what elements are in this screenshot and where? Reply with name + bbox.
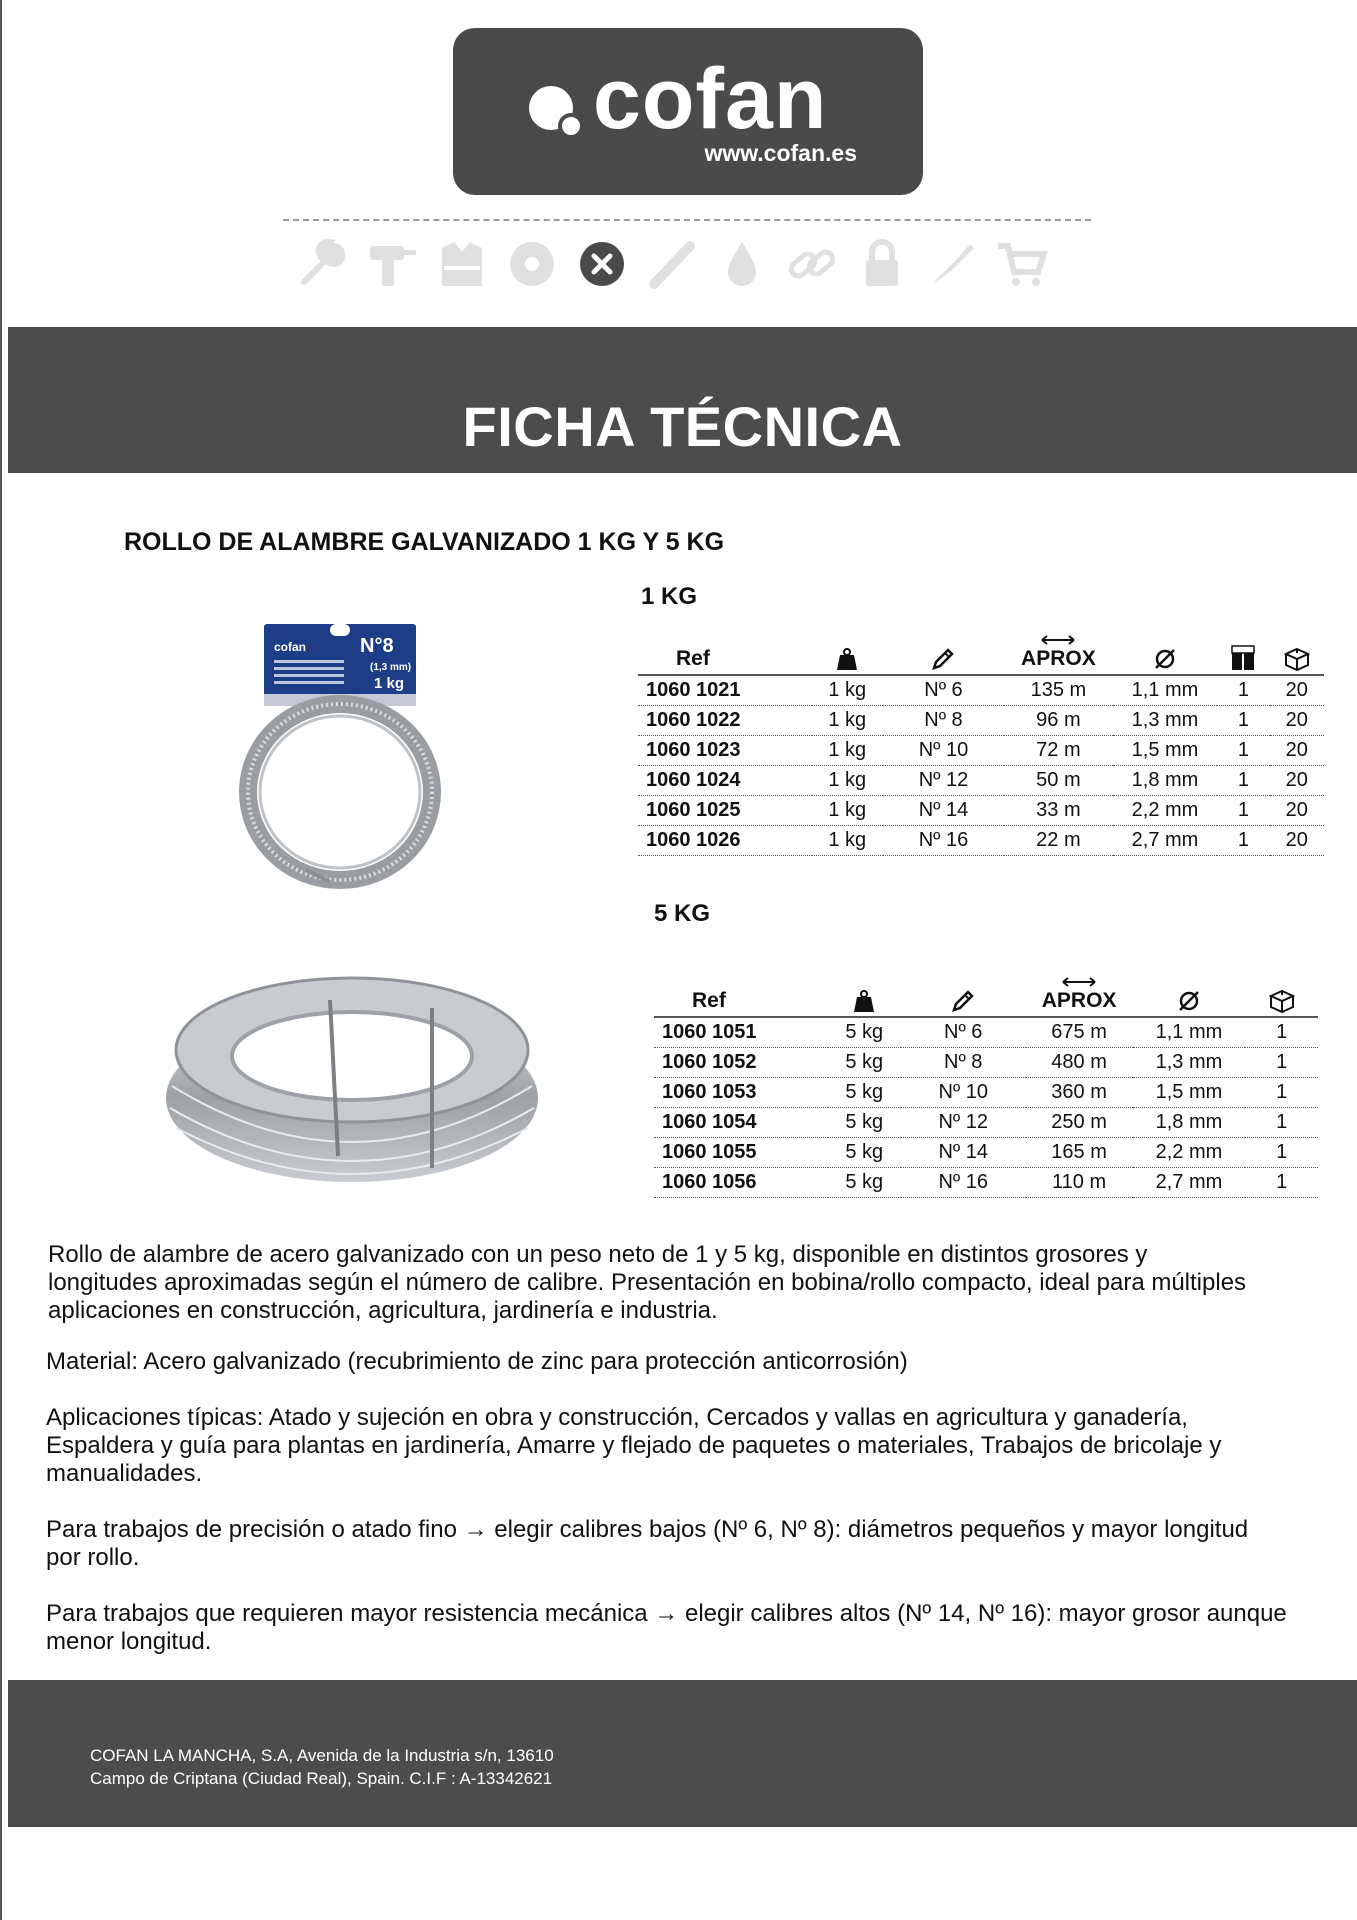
section-5kg-label: 5 KG bbox=[654, 900, 711, 927]
drill-icon[interactable] bbox=[366, 238, 418, 290]
vest-icon[interactable] bbox=[436, 238, 488, 290]
cell-box: 20 bbox=[1270, 675, 1324, 706]
cell-box: 1 bbox=[1245, 1168, 1318, 1198]
cell-length: 165 m bbox=[1026, 1138, 1133, 1168]
cell-gauge: Nº 6 bbox=[883, 675, 1004, 706]
close-circle-icon[interactable] bbox=[576, 238, 628, 290]
cell-weight: 1 kg bbox=[812, 675, 883, 706]
cell-ref: 1060 1026 bbox=[638, 826, 812, 856]
col-box-header bbox=[1245, 965, 1318, 1017]
cell-unit: 1 bbox=[1217, 736, 1269, 766]
cell-diameter: 1,3 mm bbox=[1133, 1048, 1246, 1078]
cell-box: 20 bbox=[1270, 706, 1324, 736]
table-row bbox=[654, 1078, 1318, 1108]
cell-length: 22 m bbox=[1004, 826, 1113, 856]
cell-gauge: Nº 8 bbox=[901, 1048, 1026, 1078]
cell-weight: 5 kg bbox=[828, 1108, 901, 1138]
cell-weight: 1 kg bbox=[812, 706, 883, 736]
brand-logo[interactable] bbox=[453, 28, 923, 195]
cell-gauge: Nº 14 bbox=[883, 796, 1004, 826]
col-length-label: APROX bbox=[1041, 989, 1117, 1012]
cell-ref: 1060 1056 bbox=[654, 1168, 828, 1198]
cell-ref: 1060 1023 bbox=[638, 736, 812, 766]
table-row bbox=[638, 675, 1324, 706]
cell-box: 20 bbox=[1270, 796, 1324, 826]
col-ref-header: Ref bbox=[638, 623, 812, 675]
cell-length: 50 m bbox=[1004, 766, 1113, 796]
diameter-icon bbox=[1153, 647, 1177, 671]
cell-unit: 1 bbox=[1217, 766, 1269, 796]
cell-ref: 1060 1054 bbox=[654, 1108, 828, 1138]
cell-diameter: 1,5 mm bbox=[1133, 1078, 1246, 1108]
description-material: Material: Acero galvanizado (recubrimiento de zinc para protección anticorrosión) bbox=[46, 1348, 908, 1375]
col-gauge-header bbox=[883, 623, 1004, 675]
cell-length: 110 m bbox=[1026, 1168, 1133, 1198]
cell-diameter: 2,2 mm bbox=[1133, 1138, 1246, 1168]
box-icon bbox=[1284, 647, 1310, 671]
cell-diameter: 2,2 mm bbox=[1113, 796, 1217, 826]
brand-url[interactable]: www.cofan.es bbox=[704, 140, 857, 166]
cell-gauge: Nº 12 bbox=[901, 1108, 1026, 1138]
table-row bbox=[654, 1048, 1318, 1078]
description-intro: Rollo de alambre de acero galvanizado con un peso neto de 1 y 5 kg, disponible en distintos grosores y longitudes aproximadas según el número de calibre. Presentación en bobina/rollo compacto, ideal para múltiples aplicaciones en construcción, agricultura, jardinería e industria. bbox=[48, 1241, 1247, 1324]
spec-table-5kg bbox=[654, 965, 1318, 1198]
product-title: ROLLO DE ALAMBRE GALVANIZADO 1 KG Y 5 KG bbox=[124, 528, 725, 556]
separator bbox=[283, 219, 1091, 221]
brand-name: cofan bbox=[593, 51, 828, 147]
cell-unit: 1 bbox=[1217, 675, 1269, 706]
cell-box: 1 bbox=[1245, 1108, 1318, 1138]
weight-icon bbox=[836, 647, 858, 671]
cell-gauge: Nº 6 bbox=[901, 1017, 1026, 1048]
cell-gauge: Nº 16 bbox=[901, 1168, 1026, 1198]
cell-box: 1 bbox=[1245, 1048, 1318, 1078]
cell-diameter: 2,7 mm bbox=[1113, 826, 1217, 856]
cell-ref: 1060 1055 bbox=[654, 1138, 828, 1168]
double-arrow-icon bbox=[1061, 975, 1097, 989]
description-precision: Para trabajos de precisión o atado fino → elegir calibres bajos (Nº 6, Nº 8): diámetros pequeños y mayor longitud por rollo. bbox=[46, 1516, 1249, 1571]
cell-box: 1 bbox=[1245, 1017, 1318, 1048]
cell-ref: 1060 1022 bbox=[638, 706, 812, 736]
cell-weight: 5 kg bbox=[828, 1017, 901, 1048]
diameter-icon bbox=[1177, 989, 1201, 1013]
table-row bbox=[638, 826, 1324, 856]
cell-unit: 1 bbox=[1217, 706, 1269, 736]
page-edge-rule bbox=[0, 0, 2, 1920]
trowel-icon[interactable] bbox=[926, 238, 978, 290]
col-box-header bbox=[1270, 623, 1324, 675]
package-number: N°8 bbox=[360, 635, 394, 657]
padlock-icon[interactable] bbox=[856, 238, 908, 290]
col-diameter-header bbox=[1113, 623, 1217, 675]
cell-diameter: 1,8 mm bbox=[1133, 1108, 1246, 1138]
footer-address-line1: COFAN LA MANCHA, S.A, Avenida de la Industria s/n, 13610 bbox=[90, 1746, 554, 1765]
cell-length: 96 m bbox=[1004, 706, 1113, 736]
col-weight-header bbox=[828, 965, 901, 1017]
package-size: (1,3 mm) bbox=[370, 662, 412, 673]
package-weight: 1 kg bbox=[374, 675, 405, 692]
double-arrow-icon bbox=[1040, 633, 1076, 647]
table-row bbox=[638, 706, 1324, 736]
category-icon-row bbox=[296, 238, 1086, 290]
cell-gauge: Nº 16 bbox=[883, 826, 1004, 856]
cell-weight: 1 kg bbox=[812, 826, 883, 856]
footer-address-line2: Campo de Criptana (Ciudad Real), Spain. C.I.F : A-13342621 bbox=[90, 1769, 553, 1788]
col-weight-header bbox=[812, 623, 883, 675]
saw-blade-icon[interactable] bbox=[506, 238, 558, 290]
table-row bbox=[638, 766, 1324, 796]
wire-roll-1kg-image bbox=[230, 620, 450, 890]
cell-length: 675 m bbox=[1026, 1017, 1133, 1048]
cell-weight: 5 kg bbox=[828, 1048, 901, 1078]
cell-length: 250 m bbox=[1026, 1108, 1133, 1138]
drop-icon[interactable] bbox=[716, 238, 768, 290]
cell-length: 33 m bbox=[1004, 796, 1113, 826]
table-header-row bbox=[654, 965, 1318, 1017]
cell-length: 135 m bbox=[1004, 675, 1113, 706]
cell-weight: 1 kg bbox=[812, 736, 883, 766]
cell-box: 1 bbox=[1245, 1078, 1318, 1108]
cell-length: 480 m bbox=[1026, 1048, 1133, 1078]
pencil-icon bbox=[951, 989, 975, 1013]
cell-weight: 5 kg bbox=[828, 1168, 901, 1198]
col-length-header bbox=[1026, 965, 1133, 1017]
col-diameter-header bbox=[1133, 965, 1246, 1017]
cart-icon[interactable] bbox=[996, 238, 1048, 290]
page-title: FICHA TÉCNICA bbox=[462, 395, 903, 458]
cell-box: 1 bbox=[1245, 1138, 1318, 1168]
cell-box: 20 bbox=[1270, 826, 1324, 856]
cofan-logo-mark-icon bbox=[521, 78, 591, 148]
cell-length: 360 m bbox=[1026, 1078, 1133, 1108]
col-length-label: APROX bbox=[1021, 647, 1096, 670]
box-icon bbox=[1269, 989, 1295, 1013]
cell-diameter: 1,1 mm bbox=[1133, 1017, 1246, 1048]
table-row bbox=[654, 1017, 1318, 1048]
cell-diameter: 1,8 mm bbox=[1113, 766, 1217, 796]
cell-ref: 1060 1021 bbox=[638, 675, 812, 706]
table-header-row bbox=[638, 623, 1324, 675]
col-length-header bbox=[1004, 623, 1113, 675]
cell-box: 20 bbox=[1270, 736, 1324, 766]
unit-pack-icon bbox=[1231, 645, 1255, 671]
cell-box: 20 bbox=[1270, 766, 1324, 796]
description-resistance: Para trabajos que requieren mayor resistencia mecánica → elegir calibres altos (Nº 14, Nº 16): mayor grosor aunque menor longitud. bbox=[46, 1600, 1287, 1655]
cell-weight: 5 kg bbox=[828, 1078, 901, 1108]
cell-gauge: Nº 12 bbox=[883, 766, 1004, 796]
description-applications: Aplicaciones típicas: Atado y sujeción en obra y construcción, Cercados y vallas en agricultura y ganadería, Espaldera y guía para plantas en jardinería, Amarre y flejado de paquetes o materiales, Trabajos de bricolaje y manualidades. bbox=[46, 1404, 1222, 1487]
table-row bbox=[638, 796, 1324, 826]
pencil-icon bbox=[931, 647, 955, 671]
header-band bbox=[8, 327, 1357, 473]
wrench-icon[interactable] bbox=[296, 238, 348, 290]
table-row bbox=[654, 1138, 1318, 1168]
table-row bbox=[654, 1108, 1318, 1138]
cell-diameter: 2,7 mm bbox=[1133, 1168, 1246, 1198]
cell-ref: 1060 1025 bbox=[638, 796, 812, 826]
section-1kg-label: 1 KG bbox=[641, 583, 698, 610]
cell-diameter: 1,5 mm bbox=[1113, 736, 1217, 766]
package-brand: cofan bbox=[274, 640, 307, 654]
screw-plug-icon[interactable] bbox=[646, 238, 698, 290]
cell-ref: 1060 1052 bbox=[654, 1048, 828, 1078]
spec-table-1kg bbox=[638, 623, 1324, 856]
weight-icon bbox=[853, 989, 875, 1013]
cell-gauge: Nº 10 bbox=[883, 736, 1004, 766]
table-row bbox=[654, 1168, 1318, 1198]
cell-weight: 5 kg bbox=[828, 1138, 901, 1168]
cell-gauge: Nº 8 bbox=[883, 706, 1004, 736]
cell-gauge: Nº 10 bbox=[901, 1078, 1026, 1108]
cell-gauge: Nº 14 bbox=[901, 1138, 1026, 1168]
col-unit-header bbox=[1217, 623, 1269, 675]
cell-ref: 1060 1024 bbox=[638, 766, 812, 796]
cell-diameter: 1,3 mm bbox=[1113, 706, 1217, 736]
table-row bbox=[638, 736, 1324, 766]
footer bbox=[8, 1680, 1357, 1827]
cell-unit: 1 bbox=[1217, 796, 1269, 826]
cell-weight: 1 kg bbox=[812, 796, 883, 826]
col-ref-header: Ref bbox=[654, 965, 828, 1017]
cell-weight: 1 kg bbox=[812, 766, 883, 796]
col-gauge-header bbox=[901, 965, 1026, 1017]
cell-ref: 1060 1053 bbox=[654, 1078, 828, 1108]
cell-length: 72 m bbox=[1004, 736, 1113, 766]
cell-unit: 1 bbox=[1217, 826, 1269, 856]
wire-roll-5kg-image bbox=[162, 968, 542, 1186]
chain-icon[interactable] bbox=[786, 238, 838, 290]
cell-diameter: 1,1 mm bbox=[1113, 675, 1217, 706]
cell-ref: 1060 1051 bbox=[654, 1017, 828, 1048]
